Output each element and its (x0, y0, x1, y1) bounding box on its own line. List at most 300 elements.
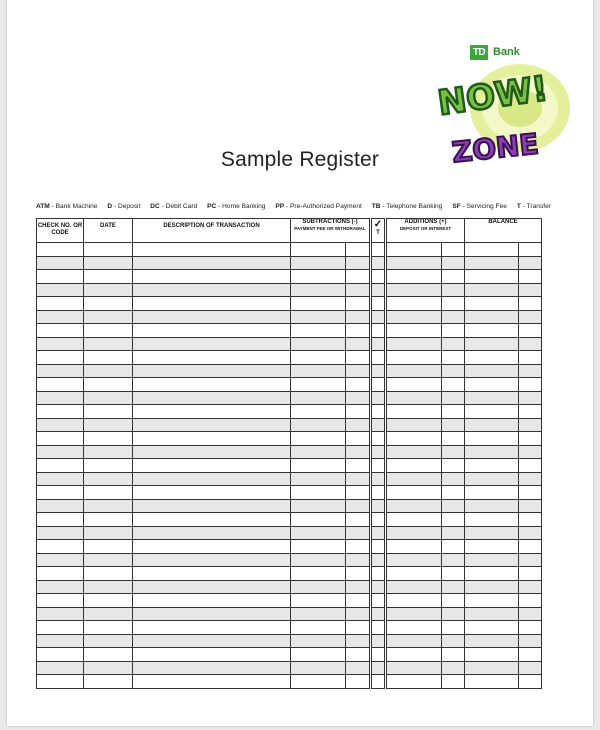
subtraction-amount-cell[interactable] (291, 675, 346, 689)
addition-cents-cell[interactable] (442, 567, 465, 581)
description-cell[interactable] (133, 540, 291, 554)
subtraction-amount-cell[interactable] (291, 283, 346, 297)
subtraction-cents-cell[interactable] (346, 418, 370, 432)
balance-amount-cell[interactable] (465, 297, 519, 311)
addition-cents-cell[interactable] (442, 594, 465, 608)
subtraction-amount-cell[interactable] (291, 297, 346, 311)
balance-amount-cell[interactable] (465, 648, 519, 662)
addition-amount-cell[interactable] (387, 553, 442, 567)
balance-cents-cell[interactable] (519, 567, 542, 581)
cleared-cell[interactable] (372, 459, 385, 473)
cleared-cell[interactable] (372, 594, 385, 608)
check-no-cell[interactable] (37, 256, 84, 270)
balance-amount-cell[interactable] (465, 634, 519, 648)
description-cell[interactable] (133, 391, 291, 405)
subtraction-amount-cell[interactable] (291, 486, 346, 500)
subtraction-amount-cell[interactable] (291, 378, 346, 392)
subtraction-amount-cell[interactable] (291, 337, 346, 351)
description-cell[interactable] (133, 243, 291, 257)
cleared-cell[interactable] (372, 661, 385, 675)
subtraction-cents-cell[interactable] (346, 621, 370, 635)
date-cell[interactable] (84, 634, 133, 648)
description-cell[interactable] (133, 256, 291, 270)
description-cell[interactable] (133, 513, 291, 527)
date-cell[interactable] (84, 405, 133, 419)
date-cell[interactable] (84, 499, 133, 513)
description-cell[interactable] (133, 661, 291, 675)
subtraction-cents-cell[interactable] (346, 256, 370, 270)
subtraction-amount-cell[interactable] (291, 256, 346, 270)
description-cell[interactable] (133, 418, 291, 432)
cleared-cell[interactable] (372, 553, 385, 567)
addition-amount-cell[interactable] (387, 310, 442, 324)
check-no-cell[interactable] (37, 297, 84, 311)
balance-amount-cell[interactable] (465, 405, 519, 419)
cleared-cell[interactable] (372, 418, 385, 432)
subtraction-amount-cell[interactable] (291, 621, 346, 635)
balance-amount-cell[interactable] (465, 418, 519, 432)
subtraction-amount-cell[interactable] (291, 472, 346, 486)
description-cell[interactable] (133, 283, 291, 297)
check-no-cell[interactable] (37, 378, 84, 392)
description-cell[interactable] (133, 297, 291, 311)
addition-cents-cell[interactable] (442, 283, 465, 297)
description-cell[interactable] (133, 567, 291, 581)
cleared-cell[interactable] (372, 607, 385, 621)
cleared-cell[interactable] (372, 675, 385, 689)
balance-amount-cell[interactable] (465, 432, 519, 446)
check-no-cell[interactable] (37, 405, 84, 419)
cleared-cell[interactable] (372, 472, 385, 486)
addition-amount-cell[interactable] (387, 378, 442, 392)
balance-cents-cell[interactable] (519, 256, 542, 270)
addition-amount-cell[interactable] (387, 661, 442, 675)
subtraction-cents-cell[interactable] (346, 472, 370, 486)
date-cell[interactable] (84, 594, 133, 608)
balance-amount-cell[interactable] (465, 243, 519, 257)
description-cell[interactable] (133, 364, 291, 378)
addition-cents-cell[interactable] (442, 432, 465, 446)
addition-cents-cell[interactable] (442, 499, 465, 513)
balance-cents-cell[interactable] (519, 337, 542, 351)
addition-amount-cell[interactable] (387, 364, 442, 378)
check-no-cell[interactable] (37, 634, 84, 648)
subtraction-cents-cell[interactable] (346, 459, 370, 473)
description-cell[interactable] (133, 472, 291, 486)
subtraction-cents-cell[interactable] (346, 499, 370, 513)
description-cell[interactable] (133, 324, 291, 338)
balance-amount-cell[interactable] (465, 378, 519, 392)
description-cell[interactable] (133, 553, 291, 567)
balance-cents-cell[interactable] (519, 648, 542, 662)
cleared-cell[interactable] (372, 378, 385, 392)
description-cell[interactable] (133, 526, 291, 540)
check-no-cell[interactable] (37, 432, 84, 446)
balance-cents-cell[interactable] (519, 472, 542, 486)
cleared-cell[interactable] (372, 432, 385, 446)
subtraction-cents-cell[interactable] (346, 405, 370, 419)
cleared-cell[interactable] (372, 486, 385, 500)
date-cell[interactable] (84, 337, 133, 351)
description-cell[interactable] (133, 445, 291, 459)
addition-cents-cell[interactable] (442, 256, 465, 270)
addition-cents-cell[interactable] (442, 526, 465, 540)
addition-cents-cell[interactable] (442, 661, 465, 675)
date-cell[interactable] (84, 297, 133, 311)
balance-cents-cell[interactable] (519, 607, 542, 621)
subtraction-cents-cell[interactable] (346, 540, 370, 554)
balance-amount-cell[interactable] (465, 621, 519, 635)
date-cell[interactable] (84, 675, 133, 689)
addition-cents-cell[interactable] (442, 472, 465, 486)
date-cell[interactable] (84, 621, 133, 635)
date-cell[interactable] (84, 553, 133, 567)
cleared-cell[interactable] (372, 648, 385, 662)
date-cell[interactable] (84, 459, 133, 473)
balance-amount-cell[interactable] (465, 391, 519, 405)
addition-cents-cell[interactable] (442, 297, 465, 311)
cleared-cell[interactable] (372, 337, 385, 351)
description-cell[interactable] (133, 310, 291, 324)
description-cell[interactable] (133, 648, 291, 662)
subtraction-amount-cell[interactable] (291, 405, 346, 419)
balance-cents-cell[interactable] (519, 486, 542, 500)
subtraction-amount-cell[interactable] (291, 661, 346, 675)
subtraction-cents-cell[interactable] (346, 324, 370, 338)
description-cell[interactable] (133, 378, 291, 392)
addition-cents-cell[interactable] (442, 513, 465, 527)
check-no-cell[interactable] (37, 459, 84, 473)
check-no-cell[interactable] (37, 621, 84, 635)
balance-amount-cell[interactable] (465, 445, 519, 459)
cleared-cell[interactable] (372, 540, 385, 554)
addition-amount-cell[interactable] (387, 648, 442, 662)
cleared-cell[interactable] (372, 580, 385, 594)
addition-amount-cell[interactable] (387, 675, 442, 689)
balance-cents-cell[interactable] (519, 526, 542, 540)
addition-cents-cell[interactable] (442, 310, 465, 324)
check-no-cell[interactable] (37, 351, 84, 365)
subtraction-cents-cell[interactable] (346, 283, 370, 297)
addition-cents-cell[interactable] (442, 540, 465, 554)
balance-amount-cell[interactable] (465, 364, 519, 378)
addition-amount-cell[interactable] (387, 351, 442, 365)
balance-amount-cell[interactable] (465, 607, 519, 621)
cleared-cell[interactable] (372, 283, 385, 297)
date-cell[interactable] (84, 378, 133, 392)
subtraction-cents-cell[interactable] (346, 364, 370, 378)
date-cell[interactable] (84, 324, 133, 338)
description-cell[interactable] (133, 499, 291, 513)
addition-cents-cell[interactable] (442, 675, 465, 689)
balance-cents-cell[interactable] (519, 661, 542, 675)
date-cell[interactable] (84, 283, 133, 297)
date-cell[interactable] (84, 607, 133, 621)
cleared-cell[interactable] (372, 526, 385, 540)
check-no-cell[interactable] (37, 486, 84, 500)
subtraction-cents-cell[interactable] (346, 580, 370, 594)
subtraction-amount-cell[interactable] (291, 459, 346, 473)
addition-cents-cell[interactable] (442, 553, 465, 567)
cleared-cell[interactable] (372, 351, 385, 365)
balance-amount-cell[interactable] (465, 499, 519, 513)
date-cell[interactable] (84, 432, 133, 446)
balance-amount-cell[interactable] (465, 526, 519, 540)
balance-amount-cell[interactable] (465, 256, 519, 270)
cleared-cell[interactable] (372, 243, 385, 257)
cleared-cell[interactable] (372, 405, 385, 419)
balance-amount-cell[interactable] (465, 351, 519, 365)
addition-amount-cell[interactable] (387, 580, 442, 594)
date-cell[interactable] (84, 418, 133, 432)
check-no-cell[interactable] (37, 418, 84, 432)
check-no-cell[interactable] (37, 540, 84, 554)
balance-cents-cell[interactable] (519, 594, 542, 608)
date-cell[interactable] (84, 270, 133, 284)
addition-cents-cell[interactable] (442, 351, 465, 365)
addition-amount-cell[interactable] (387, 486, 442, 500)
addition-amount-cell[interactable] (387, 418, 442, 432)
balance-cents-cell[interactable] (519, 283, 542, 297)
balance-amount-cell[interactable] (465, 337, 519, 351)
check-no-cell[interactable] (37, 594, 84, 608)
date-cell[interactable] (84, 526, 133, 540)
addition-cents-cell[interactable] (442, 621, 465, 635)
check-no-cell[interactable] (37, 499, 84, 513)
subtraction-amount-cell[interactable] (291, 270, 346, 284)
balance-amount-cell[interactable] (465, 310, 519, 324)
addition-amount-cell[interactable] (387, 324, 442, 338)
balance-amount-cell[interactable] (465, 513, 519, 527)
balance-cents-cell[interactable] (519, 432, 542, 446)
balance-cents-cell[interactable] (519, 634, 542, 648)
subtraction-cents-cell[interactable] (346, 486, 370, 500)
check-no-cell[interactable] (37, 283, 84, 297)
cleared-cell[interactable] (372, 270, 385, 284)
subtraction-amount-cell[interactable] (291, 499, 346, 513)
addition-amount-cell[interactable] (387, 391, 442, 405)
check-no-cell[interactable] (37, 526, 84, 540)
cleared-cell[interactable] (372, 256, 385, 270)
cleared-cell[interactable] (372, 391, 385, 405)
addition-amount-cell[interactable] (387, 459, 442, 473)
addition-cents-cell[interactable] (442, 364, 465, 378)
subtraction-cents-cell[interactable] (346, 661, 370, 675)
subtraction-amount-cell[interactable] (291, 594, 346, 608)
subtraction-cents-cell[interactable] (346, 310, 370, 324)
cleared-cell[interactable] (372, 499, 385, 513)
addition-cents-cell[interactable] (442, 243, 465, 257)
addition-cents-cell[interactable] (442, 337, 465, 351)
addition-amount-cell[interactable] (387, 283, 442, 297)
balance-amount-cell[interactable] (465, 661, 519, 675)
subtraction-cents-cell[interactable] (346, 337, 370, 351)
balance-cents-cell[interactable] (519, 580, 542, 594)
balance-cents-cell[interactable] (519, 499, 542, 513)
subtraction-cents-cell[interactable] (346, 634, 370, 648)
description-cell[interactable] (133, 621, 291, 635)
check-no-cell[interactable] (37, 337, 84, 351)
date-cell[interactable] (84, 580, 133, 594)
check-no-cell[interactable] (37, 675, 84, 689)
check-no-cell[interactable] (37, 391, 84, 405)
addition-cents-cell[interactable] (442, 405, 465, 419)
subtraction-amount-cell[interactable] (291, 324, 346, 338)
balance-cents-cell[interactable] (519, 459, 542, 473)
subtraction-cents-cell[interactable] (346, 351, 370, 365)
subtraction-cents-cell[interactable] (346, 567, 370, 581)
check-no-cell[interactable] (37, 445, 84, 459)
balance-cents-cell[interactable] (519, 675, 542, 689)
balance-cents-cell[interactable] (519, 270, 542, 284)
subtraction-cents-cell[interactable] (346, 270, 370, 284)
subtraction-amount-cell[interactable] (291, 418, 346, 432)
date-cell[interactable] (84, 243, 133, 257)
balance-cents-cell[interactable] (519, 364, 542, 378)
balance-amount-cell[interactable] (465, 594, 519, 608)
description-cell[interactable] (133, 580, 291, 594)
date-cell[interactable] (84, 472, 133, 486)
balance-cents-cell[interactable] (519, 513, 542, 527)
check-no-cell[interactable] (37, 661, 84, 675)
subtraction-cents-cell[interactable] (346, 445, 370, 459)
subtraction-amount-cell[interactable] (291, 351, 346, 365)
balance-amount-cell[interactable] (465, 459, 519, 473)
subtraction-cents-cell[interactable] (346, 378, 370, 392)
subtraction-amount-cell[interactable] (291, 310, 346, 324)
balance-cents-cell[interactable] (519, 405, 542, 419)
addition-amount-cell[interactable] (387, 405, 442, 419)
balance-amount-cell[interactable] (465, 567, 519, 581)
addition-amount-cell[interactable] (387, 621, 442, 635)
check-no-cell[interactable] (37, 580, 84, 594)
balance-cents-cell[interactable] (519, 297, 542, 311)
check-no-cell[interactable] (37, 270, 84, 284)
addition-cents-cell[interactable] (442, 580, 465, 594)
subtraction-cents-cell[interactable] (346, 391, 370, 405)
cleared-cell[interactable] (372, 324, 385, 338)
check-no-cell[interactable] (37, 648, 84, 662)
addition-cents-cell[interactable] (442, 378, 465, 392)
subtraction-cents-cell[interactable] (346, 513, 370, 527)
subtraction-cents-cell[interactable] (346, 553, 370, 567)
subtraction-amount-cell[interactable] (291, 513, 346, 527)
subtraction-amount-cell[interactable] (291, 445, 346, 459)
addition-amount-cell[interactable] (387, 337, 442, 351)
check-no-cell[interactable] (37, 324, 84, 338)
subtraction-amount-cell[interactable] (291, 391, 346, 405)
addition-amount-cell[interactable] (387, 540, 442, 554)
subtraction-cents-cell[interactable] (346, 594, 370, 608)
check-no-cell[interactable] (37, 472, 84, 486)
balance-cents-cell[interactable] (519, 540, 542, 554)
subtraction-amount-cell[interactable] (291, 648, 346, 662)
addition-amount-cell[interactable] (387, 432, 442, 446)
balance-cents-cell[interactable] (519, 351, 542, 365)
addition-cents-cell[interactable] (442, 634, 465, 648)
balance-amount-cell[interactable] (465, 283, 519, 297)
cleared-cell[interactable] (372, 310, 385, 324)
subtraction-amount-cell[interactable] (291, 567, 346, 581)
addition-cents-cell[interactable] (442, 648, 465, 662)
balance-amount-cell[interactable] (465, 580, 519, 594)
date-cell[interactable] (84, 513, 133, 527)
description-cell[interactable] (133, 432, 291, 446)
addition-amount-cell[interactable] (387, 297, 442, 311)
subtraction-amount-cell[interactable] (291, 432, 346, 446)
description-cell[interactable] (133, 675, 291, 689)
description-cell[interactable] (133, 405, 291, 419)
addition-cents-cell[interactable] (442, 486, 465, 500)
cleared-cell[interactable] (372, 621, 385, 635)
date-cell[interactable] (84, 445, 133, 459)
balance-amount-cell[interactable] (465, 324, 519, 338)
date-cell[interactable] (84, 256, 133, 270)
description-cell[interactable] (133, 270, 291, 284)
cleared-cell[interactable] (372, 445, 385, 459)
balance-amount-cell[interactable] (465, 270, 519, 284)
cleared-cell[interactable] (372, 364, 385, 378)
check-no-cell[interactable] (37, 607, 84, 621)
addition-cents-cell[interactable] (442, 391, 465, 405)
subtraction-amount-cell[interactable] (291, 580, 346, 594)
date-cell[interactable] (84, 567, 133, 581)
subtraction-amount-cell[interactable] (291, 607, 346, 621)
addition-amount-cell[interactable] (387, 634, 442, 648)
balance-cents-cell[interactable] (519, 310, 542, 324)
check-no-cell[interactable] (37, 553, 84, 567)
subtraction-amount-cell[interactable] (291, 634, 346, 648)
balance-cents-cell[interactable] (519, 391, 542, 405)
cleared-cell[interactable] (372, 513, 385, 527)
description-cell[interactable] (133, 351, 291, 365)
balance-amount-cell[interactable] (465, 486, 519, 500)
description-cell[interactable] (133, 634, 291, 648)
subtraction-amount-cell[interactable] (291, 526, 346, 540)
addition-amount-cell[interactable] (387, 607, 442, 621)
balance-cents-cell[interactable] (519, 445, 542, 459)
addition-cents-cell[interactable] (442, 418, 465, 432)
addition-amount-cell[interactable] (387, 270, 442, 284)
addition-amount-cell[interactable] (387, 256, 442, 270)
description-cell[interactable] (133, 486, 291, 500)
check-no-cell[interactable] (37, 567, 84, 581)
check-no-cell[interactable] (37, 243, 84, 257)
date-cell[interactable] (84, 661, 133, 675)
balance-amount-cell[interactable] (465, 675, 519, 689)
cleared-cell[interactable] (372, 297, 385, 311)
date-cell[interactable] (84, 364, 133, 378)
balance-cents-cell[interactable] (519, 378, 542, 392)
cleared-cell[interactable] (372, 567, 385, 581)
subtraction-amount-cell[interactable] (291, 243, 346, 257)
subtraction-cents-cell[interactable] (346, 526, 370, 540)
date-cell[interactable] (84, 391, 133, 405)
addition-amount-cell[interactable] (387, 594, 442, 608)
addition-cents-cell[interactable] (442, 324, 465, 338)
balance-cents-cell[interactable] (519, 553, 542, 567)
description-cell[interactable] (133, 337, 291, 351)
addition-cents-cell[interactable] (442, 459, 465, 473)
addition-cents-cell[interactable] (442, 445, 465, 459)
subtraction-cents-cell[interactable] (346, 432, 370, 446)
cleared-cell[interactable] (372, 634, 385, 648)
date-cell[interactable] (84, 486, 133, 500)
addition-cents-cell[interactable] (442, 270, 465, 284)
subtraction-amount-cell[interactable] (291, 553, 346, 567)
balance-amount-cell[interactable] (465, 472, 519, 486)
description-cell[interactable] (133, 594, 291, 608)
